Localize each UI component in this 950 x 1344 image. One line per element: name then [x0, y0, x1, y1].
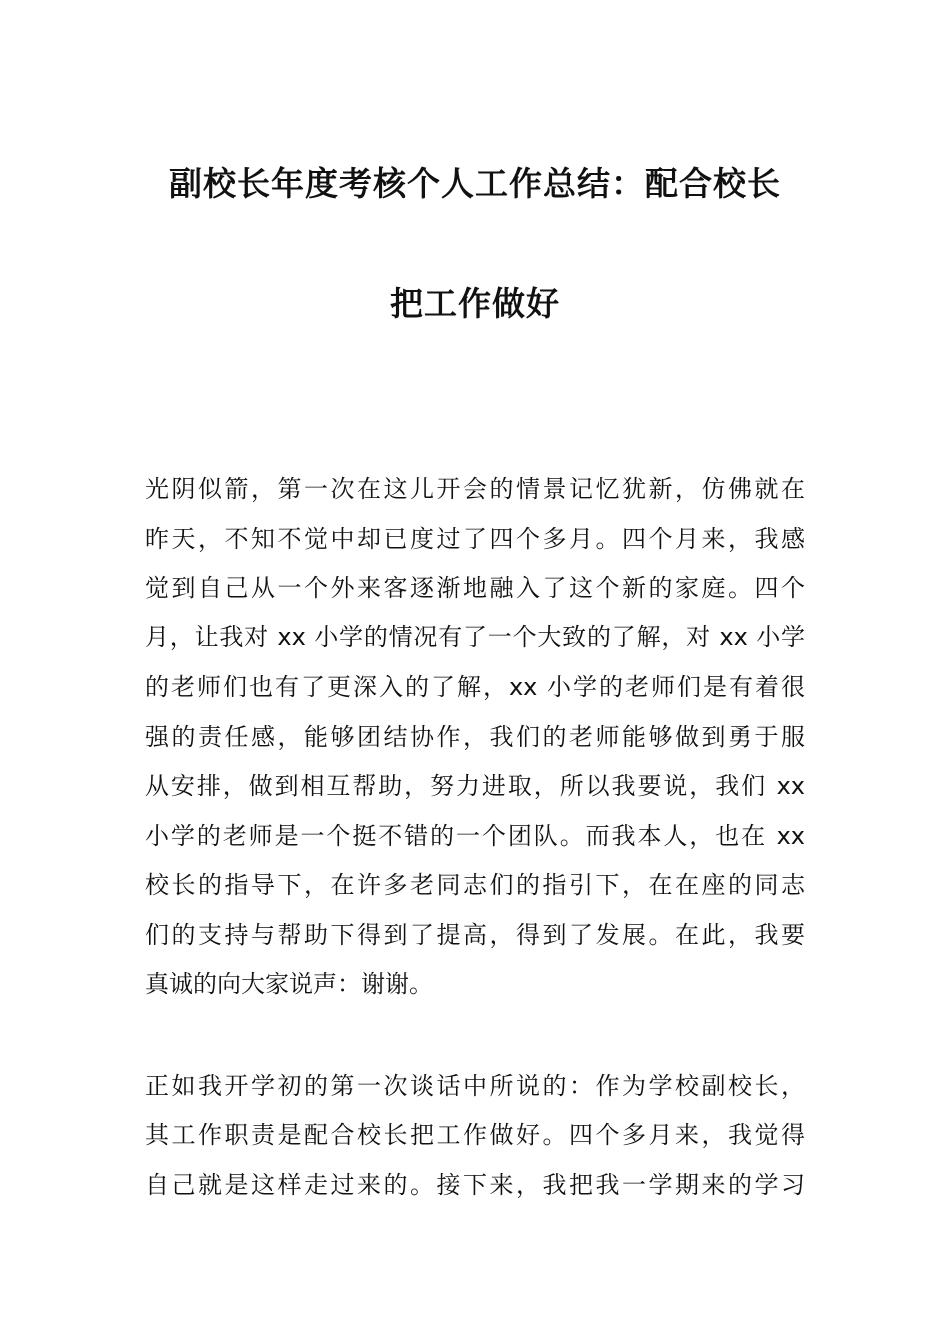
paragraph-2-line-2: 其工作职责是配合校长把工作做好。四个多月来，我觉得: [145, 1121, 805, 1149]
paragraph-1-line-11: 真诚的向大家说声：谢谢。: [145, 970, 433, 998]
document-title-line-2: 把工作做好: [390, 284, 560, 323]
paragraph-2-line-3: 自己就是这样走过来的。接下来，我把我一学期来的学习: [145, 1171, 805, 1199]
paragraph-1-line-8: 小学的老师是一个挺不错的一个团队。而我本人，也在 xx: [145, 822, 805, 850]
paragraph-1-line-1: 光阴似箭，第一次在这儿开会的情景记忆犹新，仿佛就在: [145, 475, 805, 503]
paragraph-1-line-9: 校长的指导下，在许多老同志们的指引下，在在座的同志: [145, 871, 805, 899]
paragraph-1-line-4: 月，让我对 xx 小学的情况有了一个大致的了解，对 xx 小学: [145, 623, 805, 651]
paragraph-1-line-10: 们的支持与帮助下得到了提高，得到了发展。在此，我要: [145, 921, 805, 949]
paragraph-1-line-2: 昨天，不知不觉中却已度过了四个多月。四个月来，我感: [145, 525, 805, 553]
paragraph-2-line-1: 正如我开学初的第一次谈话中所说的：作为学校副校长，: [145, 1072, 805, 1100]
paragraph-1-line-3: 觉到自己从一个外来客逐渐地融入了这个新的家庭。四个: [145, 574, 805, 602]
paragraph-1-line-6: 强的责任感，能够团结协作，我们的老师能够做到勇于服: [145, 723, 805, 751]
paragraph-1-line-7: 从安排，做到相互帮助，努力进取，所以我要说，我们 xx: [145, 772, 805, 800]
document-title-line-1: 副校长年度考核个人工作总结：配合校长: [169, 164, 781, 203]
paragraph-1-line-5: 的老师们也有了更深入的了解，xx 小学的老师们是有着很: [145, 673, 805, 701]
